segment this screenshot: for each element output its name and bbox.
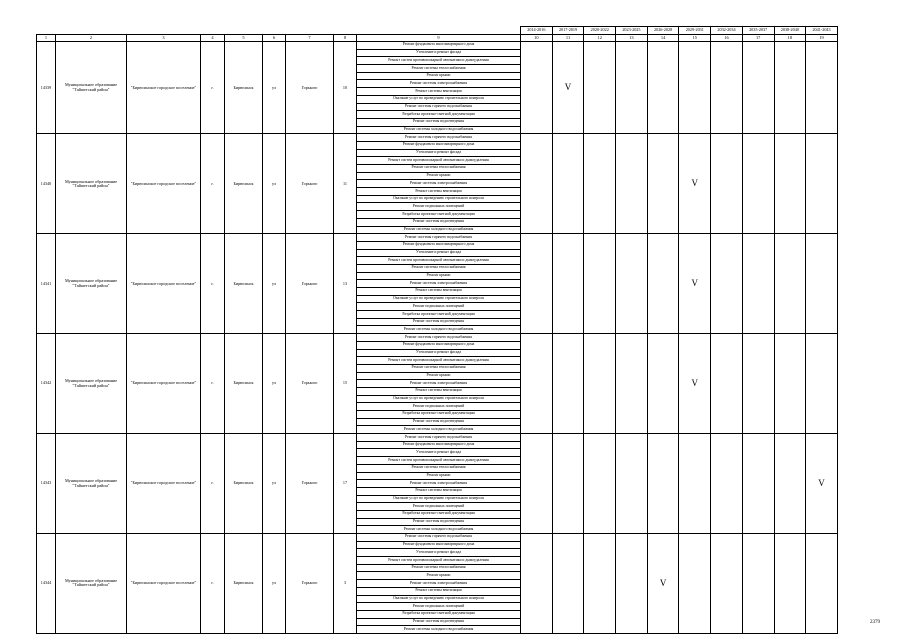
schedule-cell bbox=[584, 434, 616, 534]
column-number: 9 bbox=[357, 35, 521, 42]
schedule-cell bbox=[774, 234, 806, 334]
work-item: Оказание услуг по проведению строительного контроля bbox=[357, 195, 521, 203]
work-item: Оказание услуг по проведению строительного контроля bbox=[357, 295, 521, 303]
schedule-cell bbox=[647, 434, 679, 534]
work-item: Оказание услуг по проведению строительного контроля bbox=[357, 495, 521, 503]
table-row bbox=[37, 42, 838, 50]
settlement: "Бирюсинское городское поселение" bbox=[127, 334, 201, 434]
street: Горького bbox=[286, 234, 334, 334]
municipality: Муниципальное образование "Тайшетский район" bbox=[56, 42, 127, 134]
schedule-cell bbox=[616, 42, 648, 134]
work-item: Ремонт системы водоотведения bbox=[357, 218, 521, 226]
column-number: 16 bbox=[711, 35, 743, 42]
street: Горького bbox=[286, 334, 334, 434]
work-item: Ремонт системы горячего водоснабжения bbox=[357, 134, 521, 142]
city: Бирюсинск bbox=[225, 134, 263, 234]
schedule-cell bbox=[584, 134, 616, 234]
schedule-cell bbox=[774, 134, 806, 234]
schedule-cell bbox=[521, 434, 553, 534]
schedule-cell bbox=[806, 234, 838, 334]
settlement: "Бирюсинское городское поселение" bbox=[127, 42, 201, 134]
schedule-cell bbox=[584, 334, 616, 434]
column-number: 3 bbox=[127, 35, 201, 42]
work-item: Ремонт системы электроснабжения bbox=[357, 580, 521, 588]
settlement: "Бирюсинское городское поселение" bbox=[127, 534, 201, 634]
schedule-cell bbox=[521, 134, 553, 234]
work-item: Утепление и ремонт фасада bbox=[357, 449, 521, 457]
municipality: Муниципальное образование "Тайшетский район" bbox=[56, 134, 127, 234]
work-item: Ремонт системы холодного водоснабжения bbox=[357, 526, 521, 534]
schedule-cell bbox=[679, 434, 711, 534]
work-item: Ремонт системы теплоснабжения bbox=[357, 364, 521, 372]
column-number: 17 bbox=[742, 35, 774, 42]
schedule-cell bbox=[711, 434, 743, 534]
schedule-cell bbox=[711, 134, 743, 234]
column-number: 14 bbox=[647, 35, 679, 42]
work-item: Ремонт системы электроснабжения bbox=[357, 280, 521, 288]
schedule-cell bbox=[552, 134, 584, 234]
period-header: 2017-2019 bbox=[552, 27, 584, 35]
table-row bbox=[37, 134, 838, 142]
work-item: Ремонт системы электроснабжения bbox=[357, 80, 521, 88]
record-id: 14344 bbox=[37, 534, 56, 634]
house-number: 13 bbox=[334, 234, 357, 334]
work-item: Ремонт системы горячего водоснабжения bbox=[357, 534, 521, 542]
work-item: Ремонт системы холодного водоснабжения bbox=[357, 226, 521, 234]
municipality: Муниципальное образование "Тайшетский район" bbox=[56, 434, 127, 534]
schedule-cell bbox=[742, 42, 774, 134]
period-header: 2014-2016 bbox=[521, 27, 553, 35]
work-item: Ремонт систем противопожарной автоматики и дымоудаления bbox=[357, 257, 521, 265]
schedule-cell bbox=[774, 334, 806, 434]
work-item: Ремонт подвальных помещений bbox=[357, 503, 521, 511]
city-type: г. bbox=[201, 234, 225, 334]
schedule-cell bbox=[552, 434, 584, 534]
schedule-cell bbox=[616, 534, 648, 634]
period-header-row bbox=[37, 27, 838, 35]
work-item: Ремонт подвальных помещений bbox=[357, 203, 521, 211]
street: Горького bbox=[286, 434, 334, 534]
schedule-mark: V bbox=[679, 134, 711, 234]
column-number-row bbox=[37, 35, 838, 42]
city: Бирюсинск bbox=[225, 334, 263, 434]
work-item: Ремонт системы вентиляции bbox=[357, 587, 521, 595]
column-number: 6 bbox=[263, 35, 286, 42]
work-item: Ремонт системы электроснабжения bbox=[357, 180, 521, 188]
work-item: Ремонт системы электроснабжения bbox=[357, 480, 521, 488]
work-item: Разработка проектно-сметной документации bbox=[357, 111, 521, 119]
schedule-cell bbox=[647, 42, 679, 134]
work-item: Ремонт системы теплоснабжения bbox=[357, 165, 521, 173]
street: Горького bbox=[286, 534, 334, 634]
work-item: Ремонт системы горячего водоснабжения bbox=[357, 334, 521, 342]
street-type: ул bbox=[263, 334, 286, 434]
column-number: 4 bbox=[201, 35, 225, 42]
work-item: Ремонт подвальных помещений bbox=[357, 403, 521, 411]
house-number: 3 bbox=[334, 534, 357, 634]
city-type: г. bbox=[201, 334, 225, 434]
work-item: Утепление и ремонт фасада bbox=[357, 149, 521, 157]
table-row bbox=[37, 234, 838, 242]
schedule-cell bbox=[616, 234, 648, 334]
city-type: г. bbox=[201, 434, 225, 534]
schedule-cell bbox=[584, 534, 616, 634]
work-item: Ремонт подвальных помещений bbox=[357, 303, 521, 311]
schedule-cell bbox=[774, 42, 806, 134]
schedule-cell bbox=[806, 334, 838, 434]
table-row bbox=[37, 534, 838, 542]
schedule-mark: V bbox=[647, 534, 679, 634]
schedule-cell bbox=[711, 334, 743, 434]
schedule-cell bbox=[806, 534, 838, 634]
work-item: Ремонт системы вентиляции bbox=[357, 387, 521, 395]
record-id: 14340 bbox=[37, 134, 56, 234]
work-item: Ремонт подвальных помещений bbox=[357, 603, 521, 611]
city-type: г. bbox=[201, 42, 225, 134]
work-item: Ремонт системы электроснабжения bbox=[357, 380, 521, 388]
column-number: 1 bbox=[37, 35, 56, 42]
schedule-cell bbox=[742, 434, 774, 534]
schedule-cell bbox=[742, 334, 774, 434]
street: Горького bbox=[286, 134, 334, 234]
street-type: ул bbox=[263, 234, 286, 334]
period-header: 2023-2025 bbox=[616, 27, 648, 35]
work-item: Ремонт крыши bbox=[357, 572, 521, 580]
column-number: 15 bbox=[679, 35, 711, 42]
house-number: 15 bbox=[334, 334, 357, 434]
work-item: Ремонт фундамента многоквартирного дома bbox=[357, 541, 521, 549]
work-item: Ремонт системы вентиляции bbox=[357, 487, 521, 495]
column-number: 18 bbox=[774, 35, 806, 42]
schedule-cell bbox=[616, 134, 648, 234]
work-item: Ремонт системы теплоснабжения bbox=[357, 464, 521, 472]
table-row bbox=[37, 434, 838, 442]
schedule-cell bbox=[711, 42, 743, 134]
schedule-cell bbox=[521, 334, 553, 434]
schedule-cell bbox=[711, 234, 743, 334]
column-number: 12 bbox=[584, 35, 616, 42]
settlement: "Бирюсинское городское поселение" bbox=[127, 234, 201, 334]
street-type: ул bbox=[263, 534, 286, 634]
work-item: Ремонт системы вентиляции bbox=[357, 188, 521, 196]
city: Бирюсинск bbox=[225, 534, 263, 634]
work-item: Утепление и ремонт фасада bbox=[357, 249, 521, 257]
schedule-cell bbox=[742, 534, 774, 634]
work-item: Ремонт систем противопожарной автоматики и дымоудаления bbox=[357, 57, 521, 65]
work-item: Ремонт системы горячего водоснабжения bbox=[357, 234, 521, 242]
work-item: Ремонт системы вентиляции bbox=[357, 288, 521, 296]
record-id: 14339 bbox=[37, 42, 56, 134]
street-type: ул bbox=[263, 434, 286, 534]
column-number: 7 bbox=[286, 35, 334, 42]
work-item: Ремонт крыши bbox=[357, 172, 521, 180]
schedule-mark: V bbox=[552, 42, 584, 134]
schedule-cell bbox=[521, 234, 553, 334]
period-header: 2038-2040 bbox=[774, 27, 806, 35]
municipality: Муниципальное образование "Тайшетский район" bbox=[56, 534, 127, 634]
schedule-cell bbox=[584, 42, 616, 134]
schedule-mark: V bbox=[806, 434, 838, 534]
schedule-table bbox=[36, 26, 838, 634]
work-item: Ремонт систем противопожарной автоматики и дымоудаления bbox=[357, 357, 521, 365]
capital-repair-schedule bbox=[36, 26, 837, 631]
column-number: 10 bbox=[521, 35, 553, 42]
schedule-cell bbox=[647, 234, 679, 334]
work-item: Разработка проектно-сметной документации bbox=[357, 211, 521, 219]
work-item: Ремонт системы теплоснабжения bbox=[357, 264, 521, 272]
column-number: 8 bbox=[334, 35, 357, 42]
schedule-cell bbox=[647, 134, 679, 234]
work-item: Ремонт крыши bbox=[357, 272, 521, 280]
schedule-cell bbox=[806, 42, 838, 134]
work-item: Оказание услуг по проведению строительного контроля bbox=[357, 95, 521, 103]
work-item: Ремонт системы горячего водоснабжения bbox=[357, 103, 521, 111]
municipality: Муниципальное образование "Тайшетский район" bbox=[56, 334, 127, 434]
work-item: Ремонт крыши bbox=[357, 72, 521, 80]
column-number: 2 bbox=[56, 35, 127, 42]
column-number: 19 bbox=[806, 35, 838, 42]
work-item: Ремонт фундамента многоквартирного дома bbox=[357, 42, 521, 50]
work-item: Ремонт систем противопожарной автоматики и дымоудаления bbox=[357, 157, 521, 165]
work-item: Ремонт фундамента многоквартирного дома bbox=[357, 141, 521, 149]
column-number: 5 bbox=[225, 35, 263, 42]
city: Бирюсинск bbox=[225, 434, 263, 534]
schedule-cell bbox=[552, 234, 584, 334]
work-item: Ремонт системы водоотведения bbox=[357, 418, 521, 426]
work-item: Разработка проектно-сметной документации bbox=[357, 311, 521, 319]
period-header: 2029-2031 bbox=[679, 27, 711, 35]
house-number: 17 bbox=[334, 434, 357, 534]
period-header: 2035-2037 bbox=[742, 27, 774, 35]
city-type: г. bbox=[201, 534, 225, 634]
period-header: 2026-2028 bbox=[647, 27, 679, 35]
work-item: Ремонт систем противопожарной автоматики и дымоудаления bbox=[357, 457, 521, 465]
schedule-cell bbox=[679, 42, 711, 134]
schedule-mark: V bbox=[679, 234, 711, 334]
period-header: 2032-2034 bbox=[711, 27, 743, 35]
work-item: Разработка проектно-сметной документации bbox=[357, 510, 521, 518]
work-item: Ремонт системы водоотведения bbox=[357, 618, 521, 626]
work-item: Ремонт системы холодного водоснабжения bbox=[357, 626, 521, 634]
schedule-cell bbox=[552, 534, 584, 634]
municipality: Муниципальное образование "Тайшетский район" bbox=[56, 234, 127, 334]
page-number: 2379 bbox=[870, 620, 880, 625]
city: Бирюсинск bbox=[225, 234, 263, 334]
record-id: 14343 bbox=[37, 434, 56, 534]
work-item: Разработка проектно-сметной документации bbox=[357, 610, 521, 618]
schedule-cell bbox=[584, 234, 616, 334]
table-row bbox=[37, 334, 838, 342]
street-type: ул bbox=[263, 134, 286, 234]
work-item: Ремонт системы водоотведения bbox=[357, 118, 521, 126]
schedule-mark: V bbox=[679, 334, 711, 434]
record-id: 14341 bbox=[37, 234, 56, 334]
city: Бирюсинск bbox=[225, 42, 263, 134]
schedule-cell bbox=[616, 334, 648, 434]
work-item: Ремонт системы водоотведения bbox=[357, 518, 521, 526]
work-item: Ремонт фундамента многоквартирного дома bbox=[357, 341, 521, 349]
schedule-cell bbox=[742, 134, 774, 234]
work-item: Ремонт системы холодного водоснабжения bbox=[357, 326, 521, 334]
schedule-cell bbox=[521, 534, 553, 634]
work-item: Разработка проектно-сметной документации bbox=[357, 411, 521, 419]
work-item: Утепление и ремонт фасада bbox=[357, 549, 521, 557]
work-item: Ремонт фундамента многоквартирного дома bbox=[357, 241, 521, 249]
schedule-cell bbox=[521, 42, 553, 134]
work-item: Оказание услуг по проведению строительного контроля bbox=[357, 595, 521, 603]
work-item: Ремонт системы горячего водоснабжения bbox=[357, 434, 521, 442]
house-number: 10 bbox=[334, 42, 357, 134]
work-item: Ремонт крыши bbox=[357, 372, 521, 380]
settlement: "Бирюсинское городское поселение" bbox=[127, 134, 201, 234]
schedule-cell bbox=[647, 334, 679, 434]
work-item: Ремонт системы теплоснабжения bbox=[357, 564, 521, 572]
period-header: 2020-2022 bbox=[584, 27, 616, 35]
work-item: Ремонт системы вентиляции bbox=[357, 88, 521, 96]
schedule-cell bbox=[679, 534, 711, 634]
schedule-cell bbox=[711, 534, 743, 634]
work-item: Утепление и ремонт фасада bbox=[357, 49, 521, 57]
work-item: Ремонт системы холодного водоснабжения bbox=[357, 126, 521, 134]
house-number: 11 bbox=[334, 134, 357, 234]
work-item: Утепление и ремонт фасада bbox=[357, 349, 521, 357]
work-item: Оказание услуг по проведению строительного контроля bbox=[357, 395, 521, 403]
street: Горького bbox=[286, 42, 334, 134]
period-header: 2041-2043 bbox=[806, 27, 838, 35]
schedule-cell bbox=[806, 134, 838, 234]
settlement: "Бирюсинское городское поселение" bbox=[127, 434, 201, 534]
schedule-cell bbox=[742, 234, 774, 334]
column-number: 11 bbox=[552, 35, 584, 42]
schedule-cell bbox=[616, 434, 648, 534]
work-item: Ремонт системы водоотведения bbox=[357, 318, 521, 326]
schedule-cell bbox=[552, 334, 584, 434]
city-type: г. bbox=[201, 134, 225, 234]
column-number: 13 bbox=[616, 35, 648, 42]
work-item: Ремонт системы теплоснабжения bbox=[357, 65, 521, 73]
record-id: 14342 bbox=[37, 334, 56, 434]
work-item: Ремонт систем противопожарной автоматики и дымоудаления bbox=[357, 557, 521, 565]
street-type: ул bbox=[263, 42, 286, 134]
schedule-cell bbox=[774, 434, 806, 534]
work-item: Ремонт системы холодного водоснабжения bbox=[357, 426, 521, 434]
work-item: Ремонт крыши bbox=[357, 472, 521, 480]
schedule-cell bbox=[774, 534, 806, 634]
work-item: Ремонт фундамента многоквартирного дома bbox=[357, 441, 521, 449]
